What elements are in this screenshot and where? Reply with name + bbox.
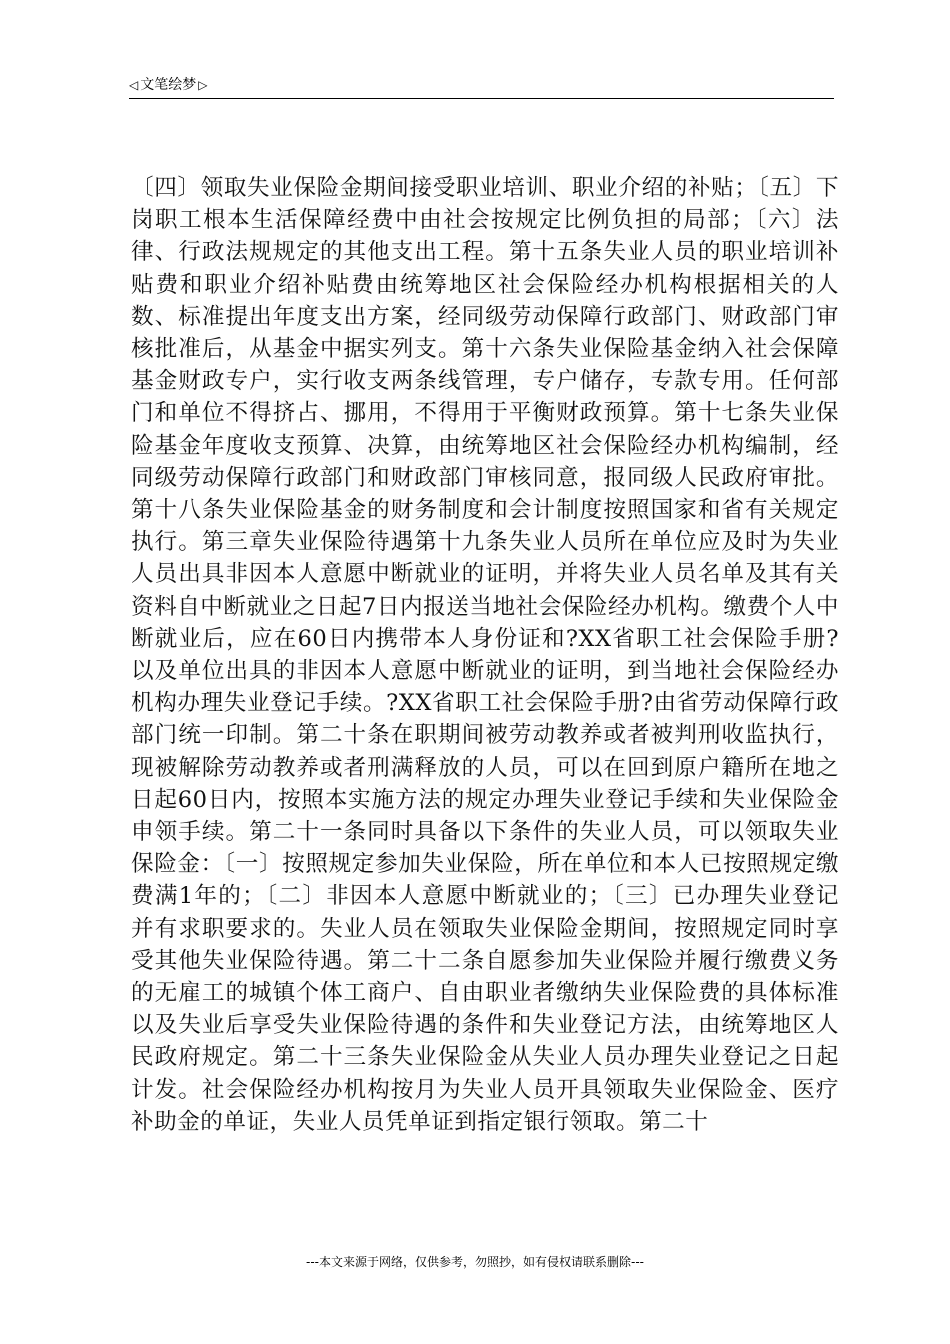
page-footer-notice: ---本文来源于网络，仅供参考，勿照抄，如有侵权请联系删除--- xyxy=(306,1255,644,1269)
page-header xyxy=(129,76,834,99)
header-brand xyxy=(129,76,207,94)
brand-name: 文笔绘梦 xyxy=(140,77,197,93)
document-body-text: 〔四〕领取失业保险金期间接受职业培训、职业介绍的补贴；〔五〕下岗职工根本生活保障经费中由社会按规定比例负担的局部；〔六〕法律、行政法规规定的其他支出工程。第十五条失业人员的职业培训补贴费和职业介绍补贴费由统筹地区社会保险经办机构根据相关的人数、标准提出年度支出方案，经同级劳动保障行政部门、财政部门审核批准后，从基金中据实列支。第十六条失业保险基金纳入社会保障基金财政专户，实行收支两条线管理，专户储存，专款专用。任何部门和单位不得挤占、挪用，不得用于平衡财政预算。第十七条失业保险基金年度收支预算、决算，由统筹地区社会保险经办机构编制，经同级劳动保障行政部门和财政部门审核同意，报同级人民政府审批。第十八条失业保险基金的财务制度和会计制度按照国家和省有关规定执行。第三章失业保险待遇第十九条失业人员所在单位应及时为失业人员出具非因本人意愿中断就业的证明，并将失业人员名单及其有关资料自中断就业之日起7日内报送当地社会保险经办机构。缴费个人中断就业后，应在60日内携带本人身份证和?XX省职工社会保险手册?以及单位出具的非因本人意愿中断就业的证明，到当地社会保险经办机构办理失业登记手续。?XX省职工社会保险手册?由省劳动保障行政部门统一印制。第二十条在职期间被劳动教养或者被判刑收监执行，现被解除劳动教养或者刑满释放的人员，可以在回到原户籍所在地之日起60日内，按照本实施方法的规定办理失业登记手续和失业保险金申领手续。第二十一条同时具备以下条件的失业人员，可以领取失业保险金：〔一〕按照规定参加失业保险，所在单位和本人已按照规定缴费满1年的；〔二〕非因本人意愿中断就业的；〔三〕已办理失业登记并有求职要求的。失业人员在领取失业保险金期间，按照规定同时享受其他失业保险待遇。第二十二条自愿参加失业保险并履行缴费义务的无雇工的城镇个体工商户、自由职业者缴纳失业保险费的具体标准以及失业后享受失业保险待遇的条件和失业登记方法，由统筹地区人民政府规定。第二十三条失业保险金从失业人员办理失业登记之日起计发。社会保险经办机构按月为失业人员开具领取失业保险金、医疗补助金的单证，失业人员凭单证到指定银行领取。第二十 xyxy=(131,175,839,1135)
left-triangle-icon: ◁ xyxy=(129,78,139,92)
right-triangle-icon: ▷ xyxy=(198,78,208,92)
